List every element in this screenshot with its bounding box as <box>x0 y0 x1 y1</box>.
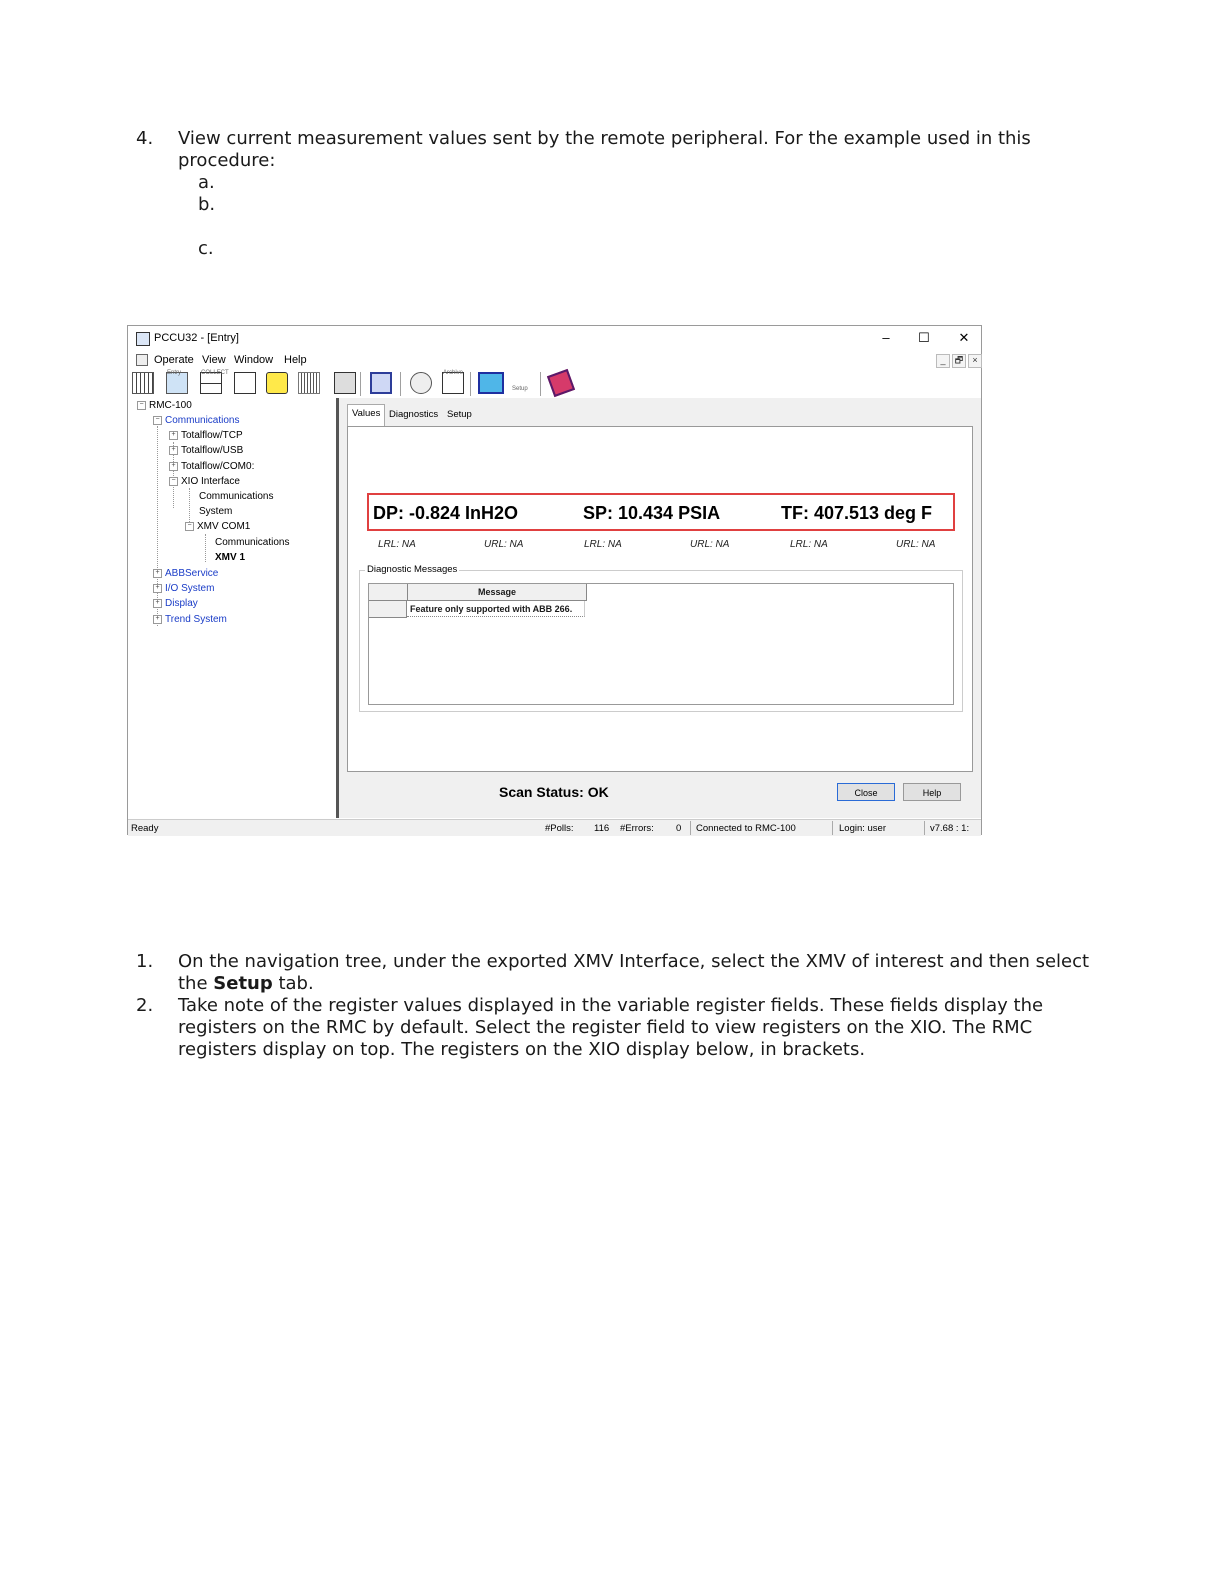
connection-status: Connected to RMC-100 <box>696 823 796 834</box>
tree-node-xio-system[interactable]: System <box>199 506 233 517</box>
diagnostic-messages-table[interactable] <box>368 583 954 705</box>
setup-bold: Setup <box>213 973 273 994</box>
step-number: 1. <box>136 951 154 972</box>
tf-lrl: LRL: NA <box>790 539 828 550</box>
mdi-restore-button[interactable]: 🗗 <box>952 354 966 368</box>
report-icon[interactable] <box>234 372 256 394</box>
toolbar-separator <box>360 372 361 396</box>
help-button[interactable]: Help <box>903 783 961 801</box>
setup-icon[interactable]: Setup <box>512 386 528 392</box>
navigation-tree <box>129 398 339 818</box>
polls-count: 116 <box>594 823 610 834</box>
tf-value: TF: 407.513 deg F <box>781 503 933 523</box>
help-book-icon[interactable] <box>547 369 575 397</box>
login-status: Login: user <box>839 823 887 834</box>
step-text: View current measurement values sent by the remote peripheral. For the example used in this procedure: <box>178 128 1031 171</box>
title-bar <box>128 326 981 350</box>
mdi-close-button[interactable]: × <box>968 354 982 368</box>
archive-icon[interactable]: Archive <box>442 372 464 394</box>
status-divider <box>690 821 691 835</box>
scan-status: Scan Status: OK <box>499 784 609 800</box>
dp-lrl: LRL: NA <box>378 539 416 550</box>
menu-view[interactable]: View <box>202 354 226 366</box>
close-button[interactable]: Close <box>837 783 895 801</box>
status-ready: Ready <box>131 823 159 834</box>
message-cell[interactable]: Feature only supported with ABB 266. <box>407 601 585 617</box>
id-icon[interactable] <box>478 372 504 394</box>
tree-node-xmv1[interactable]: XMV 1 <box>215 552 246 563</box>
diagnostic-messages-group <box>359 564 963 712</box>
tools-icon[interactable] <box>298 372 320 394</box>
tree-node-xio-communications[interactable]: Communications <box>199 491 274 502</box>
tree-node-trend-system[interactable]: + Trend System <box>153 614 227 625</box>
subitem-a: a. <box>198 172 215 193</box>
tab-values[interactable]: Values <box>347 404 385 427</box>
subitem-b: b. <box>198 194 216 215</box>
menu-help[interactable]: Help <box>284 354 307 366</box>
tree-node-xmv-communications[interactable]: Communications <box>215 537 290 548</box>
printer-icon[interactable] <box>334 372 356 394</box>
status-divider <box>832 821 833 835</box>
tree-node-communications[interactable]: − Communications <box>153 415 239 426</box>
app-icon <box>136 332 150 346</box>
dp-url: URL: NA <box>484 539 524 550</box>
toolbar-separator <box>540 372 541 396</box>
values-tab-content <box>347 426 973 772</box>
errors-label: #Errors: <box>620 823 654 834</box>
tree-node-totalflow-tcp[interactable]: + Totalflow/TCP <box>169 430 243 441</box>
minimize-button[interactable]: – <box>882 330 890 345</box>
sp-url: URL: NA <box>690 539 730 550</box>
tab-diagnostics[interactable]: Diagnostics <box>389 409 439 420</box>
window-title: PCCU32 - [Entry] <box>154 332 239 344</box>
toolbar-separator <box>470 372 471 396</box>
tree-node-abbservice[interactable]: + ABBService <box>153 568 218 579</box>
dp-value: DP: -0.824 InH2O <box>373 503 519 523</box>
mdi-minimize-button[interactable]: _ <box>936 354 950 368</box>
tree-node-xmv-com1[interactable]: − XMV COM1 <box>185 521 250 532</box>
sp-value: SP: 10.434 PSIA <box>583 503 721 523</box>
measurement-values-box <box>367 493 955 531</box>
tree-node-totalflow-com0[interactable]: + Totalflow/COM0: <box>169 461 254 472</box>
status-bar <box>128 819 981 836</box>
entry-icon[interactable]: Entry <box>166 372 188 394</box>
tree-node-display[interactable]: + Display <box>153 598 198 609</box>
tree-node-rmc100[interactable]: − RMC-100 <box>137 400 192 411</box>
refresh-icon[interactable] <box>266 372 288 394</box>
sp-lrl: LRL: NA <box>584 539 622 550</box>
tree-node-io-system[interactable]: + I/O System <box>153 583 214 594</box>
diagnostic-messages-title: Diagnostic Messages <box>367 564 458 575</box>
close-window-button[interactable]: ✕ <box>958 330 970 345</box>
row-header[interactable] <box>369 601 407 618</box>
details-panel <box>339 398 981 818</box>
calculator-icon[interactable] <box>132 372 154 394</box>
step-text: Take note of the register values displayed in the variable register fields. These fields display the registers on the RMC by default. Select the register field to view registers on the XIO. The RMC registers display on top. The registers on the XIO display below, in brackets. <box>178 995 1044 1060</box>
menu-operate[interactable]: Operate <box>154 354 194 366</box>
subitem-c: c. <box>198 238 214 259</box>
message-column-header[interactable]: Message <box>407 584 587 601</box>
step-text: On the navigation tree, under the exported XMV Interface, select the XMV of interest and then select the Setup tab. <box>178 951 1090 994</box>
tree-node-xio-interface[interactable]: − XIO Interface <box>169 476 240 487</box>
tab-setup[interactable]: Setup <box>447 409 472 420</box>
tree-line <box>157 426 158 626</box>
document-icon[interactable] <box>136 354 148 366</box>
tree-node-totalflow-usb[interactable]: + Totalflow/USB <box>169 445 243 456</box>
status-divider <box>924 821 925 835</box>
network-icon[interactable] <box>410 372 432 394</box>
toolbar-separator <box>400 372 401 396</box>
toolbar <box>128 370 981 398</box>
menu-window[interactable]: Window <box>234 354 274 366</box>
table-corner <box>369 584 407 601</box>
polls-label: #Polls: <box>545 823 574 834</box>
version-status: v7.68 : 1: <box>930 823 970 834</box>
menu-bar <box>128 351 981 369</box>
step-number: 4. <box>136 128 154 149</box>
pccu32-window <box>127 325 982 835</box>
tf-url: URL: NA <box>896 539 936 550</box>
collect-icon[interactable]: COLLECT <box>200 372 222 394</box>
errors-count: 0 <box>676 823 682 834</box>
tree-line <box>205 534 206 562</box>
maximize-button[interactable]: ☐ <box>918 330 930 345</box>
step-number: 2. <box>136 995 154 1016</box>
modbus-icon[interactable] <box>370 372 392 394</box>
